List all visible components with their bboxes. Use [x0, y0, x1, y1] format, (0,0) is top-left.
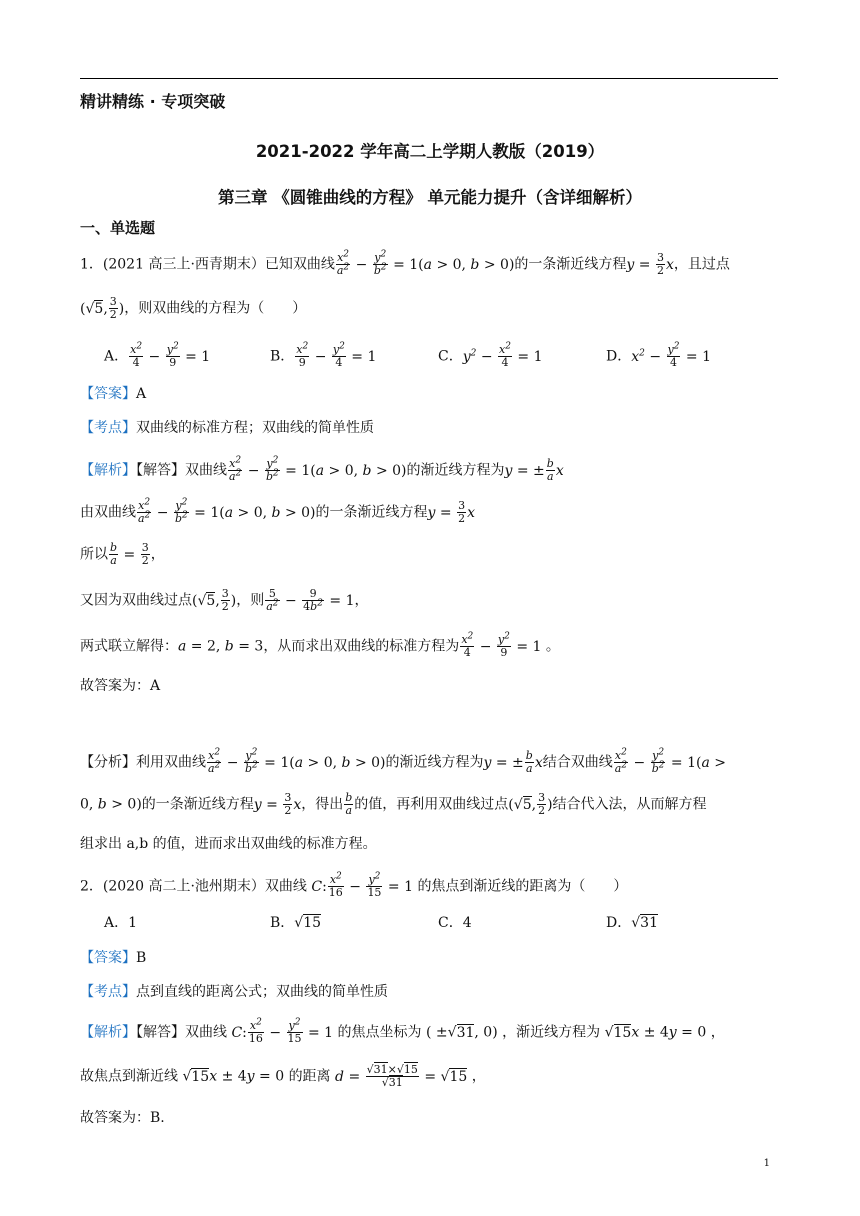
q1-solution-line2: 由双曲线 $\frac{x^2}{a^2}$ − $\frac{y^2}{b^2}$ = 1(a > 0, b > 0)的一条渐近线方程y = $\frac{3}{2}$ x	[80, 497, 475, 525]
q1-solution-line1: 【解析】【解答】双曲线 $\frac{x^2}{a^2}$ − $\frac{y^2}{b^2}$ = 1(a > 0, b > 0)的渐近线方程为y = ± $\frac{b}{a}$ x	[80, 455, 564, 483]
q2-option-a[interactable]: A．1	[104, 915, 138, 931]
q2-solution-line1: 【解析】【解答】双曲线 C: $\frac{x^2}{16}$ − $\frac{y^2}{15}$ = 1 的焦点坐标为 ( ±√31, 0) ，渐近线方程为 √15x ± 4y = 0 ，	[80, 1017, 725, 1045]
q1-option-c[interactable]: C．$y^2$ − $\frac{x^2}{4}$ = 1	[438, 341, 543, 369]
q1-stem-line1: 1．(2021 高三上·西青期末）已知双曲线 $\frac{x^2}{a^2}$ − $\frac{y^2}{b^2}$ = 1(a > 0, b > 0)的一条渐近线方程y = $\frac{3}{2}$ x，且过点	[80, 249, 730, 277]
q1-solution-line5: 两式联立解得：a = 2, b = 3，从而求出双曲线的标准方程为 $\frac{x^2}{4}$ − $\frac{y^2}{9}$ = 1 。	[80, 631, 560, 659]
q1-solution-line6: 故答案为：A	[80, 678, 161, 694]
q1-answer: 【答案】A	[80, 386, 147, 402]
doc-title-line2: 第三章 《圆锥曲线的方程》 单元能力提升（含详细解析）	[218, 188, 642, 207]
q1-hint-line3: 组求出 a,b 的值，进而求出双曲线的标准方程。	[80, 836, 377, 852]
q1-option-a[interactable]: A． $\frac{x^2}{4}$ − $\frac{y^2}{9}$ = 1	[104, 341, 211, 369]
q1-solution-line4: 又因为双曲线过点(√5, $\frac{3}{2}$ )，则 $\frac{5}{a^2}$ − $\frac{9}{4b^2}$ = 1，	[80, 587, 369, 613]
q1-hint-line1: 【分析】利用双曲线 $\frac{x^2}{a^2}$ − $\frac{y^2}{b^2}$ = 1(a > 0, b > 0)的渐近线方程为y = ± $\frac{b}{a}$ x结合双曲线 $\frac{x^2}{a^2}$ − $\frac{y^2}{b^2}$ = 1(a >	[80, 747, 727, 775]
q2-option-b[interactable]: B．√15	[270, 915, 322, 931]
q1-option-b[interactable]: B． $\frac{x^2}{9}$ − $\frac{y^2}{4}$ = 1	[270, 341, 377, 369]
q1-point: 【考点】双曲线的标准方程；双曲线的简单性质	[80, 420, 374, 436]
doc-title-line1: 2021-2022 学年高二上学期人教版（2019）	[255, 142, 605, 161]
q2-option-d[interactable]: D．√31	[606, 915, 658, 931]
brand-label: 精讲精练 · 专项突破	[80, 92, 226, 111]
q2-solution-line3: 故答案为：B.	[80, 1110, 165, 1126]
page-number: 1	[763, 1158, 770, 1169]
q2-answer: 【答案】B	[80, 950, 147, 966]
q1-option-d[interactable]: D．$x^2$ − $\frac{y^2}{4}$ = 1	[606, 341, 712, 369]
q1-hint-line2: 0, b > 0)的一条渐近线方程y = $\frac{3}{2}$ x，得出 $\frac{b}{a}$ 的值，再利用双曲线过点(√5, $\frac{3}{2}$ )结合代入法，从而解方程	[80, 791, 707, 817]
q2-option-c[interactable]: C．4	[438, 915, 472, 931]
q2-solution-line2: 故焦点到渐近线 √15x ± 4y = 0 的距离 d = $\frac{√31\times√15}{√31}$ = √15 ，	[80, 1063, 486, 1089]
q2-point: 【考点】点到直线的距离公式；双曲线的简单性质	[80, 984, 388, 1000]
q1-stem-line2: (√5, $\frac{3}{2}$ )，则双曲线的方程为（ ）	[80, 295, 307, 321]
top-rule	[80, 78, 778, 79]
q2-stem: 2．(2020 高二上·池州期末）双曲线 C: $\frac{x^2}{16}$ − $\frac{y^2}{15}$ = 1 的焦点到渐近线的距离为（ ）	[80, 871, 628, 899]
q1-solution-line3: 所以 $\frac{b}{a}$ = $\frac{3}{2}$ ，	[80, 541, 165, 567]
section-heading: 一、单选题	[80, 219, 156, 237]
